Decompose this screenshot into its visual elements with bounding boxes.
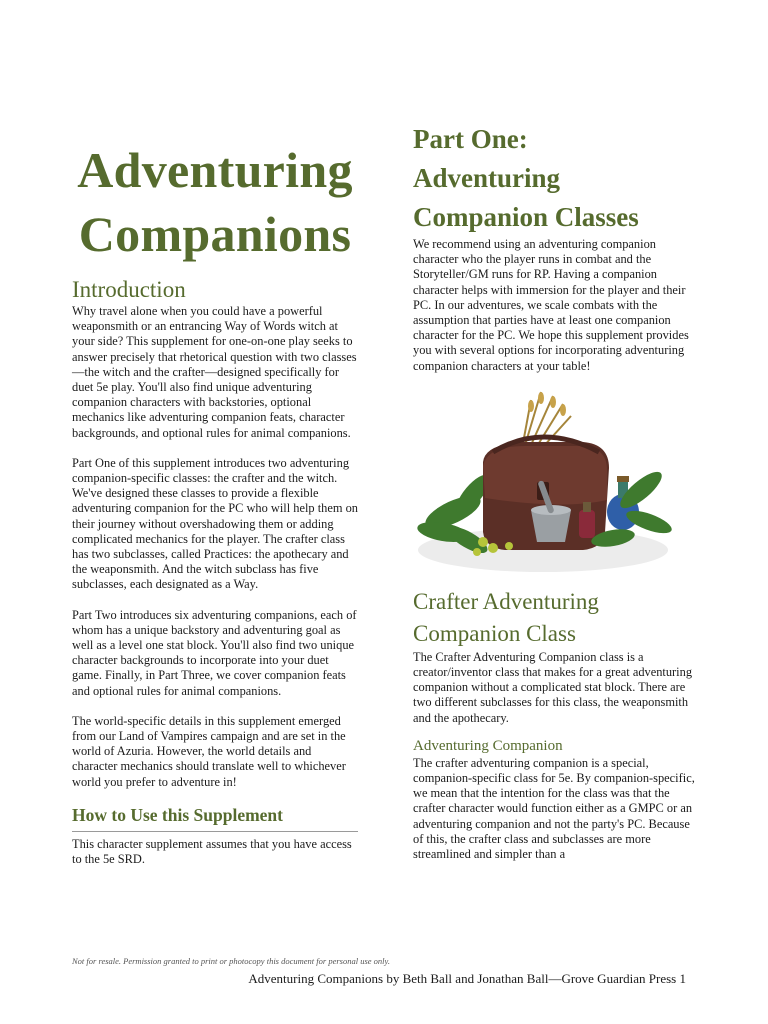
introduction-heading: Introduction: [72, 277, 186, 302]
part-one-line-1: Part One:: [413, 124, 528, 154]
part-one-text: We recommend using an adventuring companion character who the player runs in combat and the Storyteller/GM runs for RP. Having a companion character helps with immersion for the player and their PC. In our adventures, we scale combats with the assumption that parties have at least one companion character for the PC. We hope this supplement provides you with several options for incorporating adventuring companion characters at your table!: [413, 237, 689, 373]
how-to-use-text: This character supplement assumes that you have access to the 5e SRD.: [72, 836, 352, 867]
satchel-herbs-potions-illustration: [413, 382, 673, 582]
crafter-class-heading: [413, 586, 695, 650]
part-one-line-2: Adventuring: [413, 163, 561, 193]
crafter-class-text: The Crafter Adventuring Companion class is a creator/inventor class that makes for a great adventuring companion without a complicated stat block. There are two different subclasses for this class, the weaponsmith and the apothecary.: [413, 649, 693, 725]
how-to-use-heading: How to Use this Supplement: [72, 804, 283, 825]
intro-paragraph-2: Part One of this supplement introduces two adventuring companion-specific classes: the crafter and the witch. We've designed these classes to provide a flexible adventuring companion for the PC who will help them on their journey without overshadowing them or adding complicated mechanics for the player. The crafter class has two subclasses, called Practices: the apothecary and the weaponsmith. And the witch subclass has five subclasses, each designated as a Way.: [72, 455, 358, 592]
resale-footnote: Not for resale. Permission granted to print or photocopy this document for personal use only.: [72, 956, 390, 966]
intro-paragraph-3: Part Two introduces six adventuring companions, each of whom has a unique backstory and adventuring goal as well as a level one stat block. You'll also find two unique character backgrounds to incorporate into your duet game. Finally, in Part Three, we cover companion feats and optional rules for animal companions.: [72, 607, 357, 698]
left-column: [72, 138, 358, 867]
part-one-line-3: Companion Classes: [413, 202, 639, 232]
heading-rule: [72, 831, 358, 832]
title-line-2: Companions: [78, 206, 352, 262]
crafter-heading-line-2: Companion Class: [413, 620, 576, 646]
crafter-heading-line-1: Crafter Adventuring: [413, 588, 599, 614]
page-footer: Adventuring Companions by Beth Ball and Jonathan Ball—Grove Guardian Press 1: [248, 971, 686, 986]
intro-paragraph-1: Why travel alone when you could have a powerful weaponsmith or an entrancing Way of Words witch at your side? This supplement for one-on-one play seeks to answer precisely that rhetorical question with two classes—the witch and the crafter—designed specifically for duet 5e play. You'll also find unique adventuring companion characters with backstories, optional mechanics like adventuring companion feats, character backgrounds, and optional rules for animal companions.: [72, 304, 357, 440]
intro-paragraph-4: The world-specific details in this supplement emerged from our Land of Vampires campaign and are set in the world of Azuria. However, the world details and character mechanics should translate well to whichever world you prefer to adventure in!: [72, 713, 346, 789]
document-title: [72, 138, 358, 266]
title-line-1: Adventuring: [77, 142, 353, 198]
adventuring-companion-text: The crafter adventuring companion is a special, companion-specific class for 5e. By companion-specific, we mean that the intention for the class was that the crafter character would function either as a GMPC or an adventuring companion and not the party's PC. Because of this, the crafter class and subclasses are more streamlined and simpler than a: [413, 755, 695, 862]
part-one-heading: [413, 120, 695, 237]
right-column: [413, 120, 695, 862]
adventuring-companion-heading: Adventuring Companion: [413, 737, 563, 754]
